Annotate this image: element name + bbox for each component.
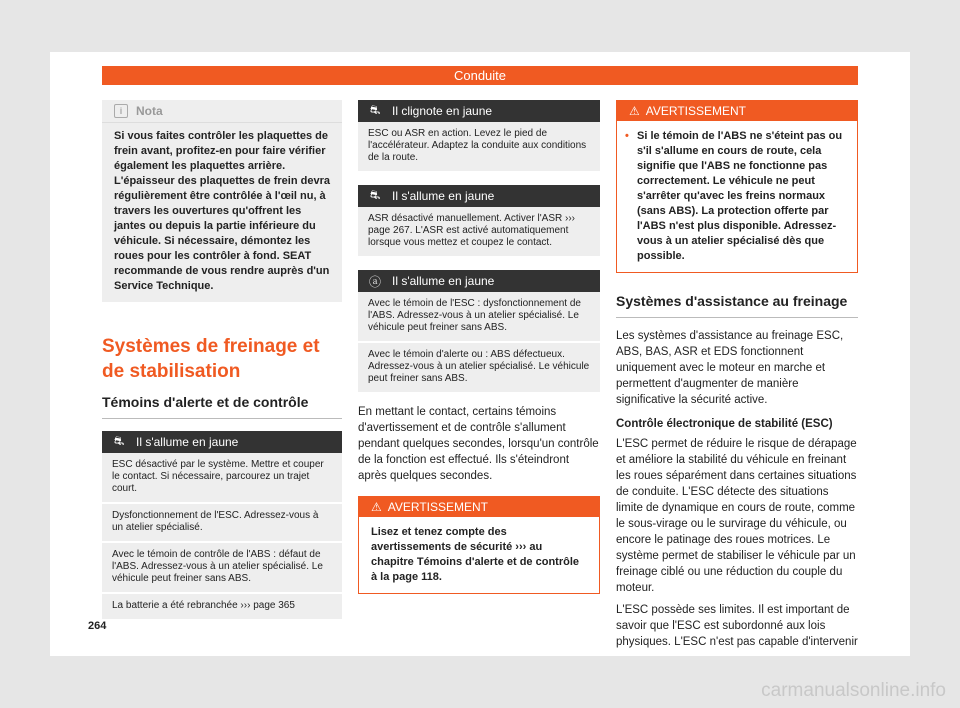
- table2-row: ESC ou ASR en action. Levez le pied de l'accélérateur. Adaptez la conduite aux conditions de la route.: [358, 122, 600, 173]
- esc-warning-icon: ⛐: [369, 103, 381, 117]
- watermark: carmanualsonline.info: [761, 680, 946, 701]
- table4-row: Avec le témoin d'alerte ou : ABS défectueux. Adressez-vous à un atelier spécialisé. Le véhicule peut freiner sans ABS.: [358, 343, 600, 394]
- warning-text: Lisez et tenez compte des avertissements de sécurité ››› au chapitre Témoins d'alerte et de contrôle à la page 118.: [371, 526, 580, 583]
- table3-header-text: Il s'allume en jaune: [392, 189, 495, 203]
- assist-intro: Les systèmes d'assistance au freinage ESC, ABS, BAS, ASR et EDS fonctionnent uniquement avec le moteur en marche et permettent d'augmenter de manière significative la sécurité active.: [616, 330, 844, 406]
- table3-header: [358, 185, 600, 207]
- warning-triangle-icon: ⚠: [371, 500, 382, 514]
- esc-warning-icon: ⛐: [113, 434, 125, 448]
- section-subtitle: Témoins d'alerte et de contrôle: [102, 394, 342, 419]
- assist-title: Systèmes d'assistance au freinage: [616, 293, 858, 318]
- info-icon: i: [114, 104, 128, 118]
- nota-box: [102, 100, 342, 302]
- table1-row: Avec le témoin de contrôle de l'ABS : défaut de l'ABS. Adressez-vous à un atelier spécialisé. Le véhicule peut freiner sans ABS.: [102, 543, 342, 594]
- column-right: [616, 100, 858, 650]
- table1-header-text: Il s'allume en jaune: [136, 435, 239, 449]
- nota-title: Nota: [136, 104, 163, 118]
- warning-bullet-text: Si le témoin de l'ABS ne s'éteint pas ou s'il s'allume en cours de route, cela signifie que l'ABS ne fonctionne pas correctement. Le véhicule ne peut s'arrêter qu'avec les freins normaux (sans ABS). La protection offerte par l'ABS n'est plus disponible. Adressez-vous à un atelier spécialisé dès que possible.: [637, 130, 843, 262]
- warning-triangle-icon: ⚠: [629, 104, 640, 118]
- warning-header: [617, 101, 857, 121]
- page-number: 264: [88, 620, 107, 632]
- intro-paragraph: En mettant le contact, certains témoins d'avertissement et de contrôle s'allument pendant quelques secondes, lorsqu'un contrôle de la fonction est effectué. Ils s'éteindront après quelques secondes.: [358, 406, 599, 482]
- esc-limits-paragraph: L'ESC possède ses limites. Il est important de savoir que l'ESC est subordonné aux lois physiques. L'ESC n'est pas capable d'intervenir: [616, 604, 858, 648]
- table4-row: Avec le témoin de l'ESC : dysfonctionnement de l'ABS. Adressez-vous à un atelier spécialisé. Le véhicule peut freiner sans ABS.: [358, 292, 600, 343]
- esc-paragraph: L'ESC permet de réduire le risque de dérapage et améliore la stabilité du véhicule en freinant les roues séparément dans certaines situations de conduite. L'ESC détecte des situations limite de dynamique en cours de route, comme le sous-virage ou le survirage du véhicule, ou encore le patinage des roues motrices. Le système permet de stabiliser le véhicule par un freinage ciblé ou une réduction du couple du moteur.: [616, 438, 857, 594]
- warning-text: [617, 121, 857, 272]
- esc-off-icon: ⛐: [369, 188, 381, 202]
- nota-header: [102, 100, 342, 123]
- warning-box: [616, 100, 858, 273]
- bullet-icon: •: [625, 130, 629, 142]
- nota-text: Si vous faites contrôler les plaquettes de frein avant, profitez-en pour faire vérifier également les plaquettes arrière. L'épaisseur des plaquettes de frein devra régulièrement être contrôlée à l'œil nu, à travers les ouvertures qu'offrent les jantes ou depuis la partie inférieure du véhicule. Si nécessaire, démontez les roues pour les contrôler à fond. SEAT recommande de vous rendre auprès d'un Service Technique.: [114, 130, 330, 292]
- column-middle: [358, 100, 600, 594]
- esc-heading: Contrôle électronique de stabilité (ESC): [616, 418, 833, 430]
- table4-header: [358, 270, 600, 292]
- abs-warning-icon: ⓐ: [368, 274, 381, 289]
- chapter-header: Conduite: [102, 66, 858, 85]
- table1-row: La batterie a été rebranchée ››› page 365: [102, 594, 342, 621]
- warning-title: AVERTISSEMENT: [387, 500, 489, 514]
- warning-header: [359, 497, 599, 517]
- table2-header: [358, 100, 600, 122]
- table3-row: ASR désactivé manuellement. Activer l'ASR ››› page 267. L'ASR est activé automatiquement lorsque vous mettez et coupez le contact.: [358, 207, 600, 258]
- table1-row: ESC désactivé par le système. Mettre et couper le contact. Si nécessaire, parcourez un trajet court.: [102, 453, 342, 504]
- table1-row: Dysfonctionnement de l'ESC. Adressez-vous à un atelier spécialisé.: [102, 504, 342, 543]
- table1-header: [102, 431, 342, 453]
- warning-box: [358, 496, 600, 594]
- table4-header-text: Il s'allume en jaune: [392, 274, 495, 288]
- warning-title: AVERTISSEMENT: [645, 104, 747, 118]
- table2-header-text: Il clignote en jaune: [392, 104, 493, 118]
- section-title: Systèmes de freinage et de stabilisation: [102, 336, 320, 382]
- column-left: [102, 100, 342, 621]
